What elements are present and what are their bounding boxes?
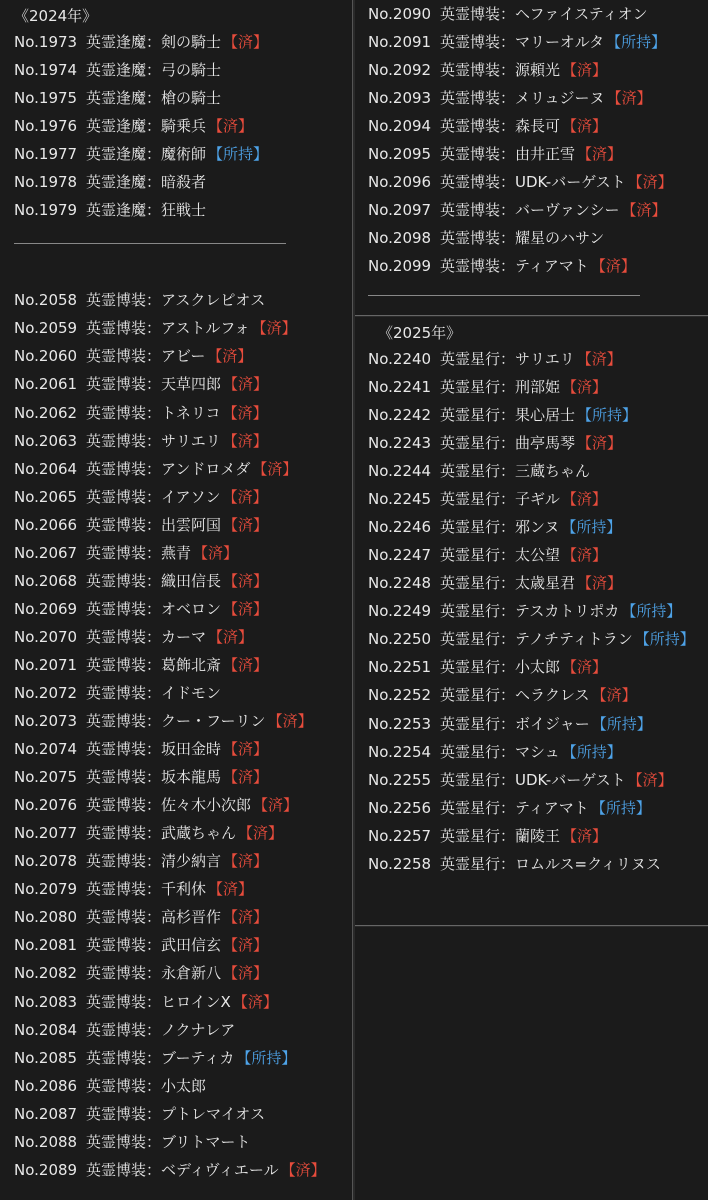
empty-area	[355, 927, 708, 1200]
list-item	[14, 988, 344, 1016]
item-name: 英霊博装：高杉晋作	[86, 908, 222, 927]
done-badge: 【済】	[208, 627, 254, 646]
item-name: 英霊博装：アビー	[86, 347, 206, 366]
list-item	[14, 1016, 344, 1044]
list-item	[368, 224, 700, 252]
list-item	[14, 903, 344, 931]
item-number: No.2098	[368, 229, 432, 248]
done-badge: 【済】	[576, 350, 622, 368]
item-number: No.1976	[14, 117, 78, 136]
done-badge: 【済】	[577, 574, 623, 593]
done-badge: 【済】	[223, 768, 269, 787]
item-number: No.2254	[368, 742, 432, 761]
item-name: 英霊星行：UDK-バーゲスト	[440, 770, 626, 789]
list-group-enrei-seiko	[368, 345, 700, 878]
owned-badge: 【所持】	[561, 742, 622, 761]
item-number: No.2063	[14, 431, 78, 450]
item-number: No.2079	[14, 880, 78, 899]
item-name: 英霊博装：オベロン	[86, 599, 222, 618]
list-item	[14, 567, 344, 595]
item-number: No.2248	[368, 574, 432, 593]
item-number: No.1977	[14, 145, 78, 164]
item-number: No.2097	[368, 201, 432, 220]
item-name: 英霊博装：ヘファイスティオン	[440, 5, 648, 23]
item-number: No.2081	[14, 936, 78, 955]
done-badge: 【済】	[193, 543, 239, 562]
done-badge: 【済】	[223, 571, 269, 590]
done-badge: 【済】	[280, 1160, 326, 1179]
list-item	[14, 427, 344, 455]
item-name: 英霊逢魔：騎乗兵	[86, 117, 207, 136]
item-name: 英霊博装：トネリコ	[86, 403, 221, 422]
list-item	[14, 511, 344, 539]
list-item	[14, 1044, 344, 1072]
owned-badge: 【所持】	[621, 602, 682, 621]
item-number: No.2059	[14, 319, 78, 338]
done-badge: 【済】	[627, 770, 673, 789]
item-number: No.2078	[14, 852, 78, 871]
list-item	[368, 112, 700, 140]
item-number: No.2067	[14, 543, 78, 562]
item-number: No.2089	[14, 1160, 78, 1179]
done-badge: 【済】	[223, 964, 269, 983]
item-number: No.2074	[14, 740, 78, 759]
list-item	[14, 168, 344, 196]
list-item	[14, 140, 344, 168]
item-number: No.2240	[368, 350, 432, 368]
done-badge: 【済】	[562, 546, 608, 565]
list-item	[368, 710, 700, 738]
item-name: 英霊星行：蘭陵王	[440, 826, 561, 845]
list-item	[368, 653, 700, 681]
item-name: 英霊博装：武蔵ちゃん	[86, 824, 237, 843]
list-item	[368, 541, 700, 569]
done-badge: 【済】	[223, 936, 269, 955]
item-name: 英霊博装：メリュジーヌ	[440, 89, 605, 108]
item-number: No.2256	[368, 798, 432, 817]
item-number: No.2084	[14, 1020, 78, 1039]
list-item	[368, 373, 700, 401]
item-name: 英霊星行：太公望	[440, 546, 561, 565]
item-name: 英霊逢魔：暗殺者	[86, 173, 207, 192]
item-number: No.2096	[368, 173, 432, 192]
owned-badge: 【所持】	[208, 145, 269, 164]
item-name: 英霊博装：クー・フーリン	[86, 712, 266, 731]
item-name: 英霊博装：出雲阿国	[86, 515, 222, 534]
done-badge: 【済】	[223, 908, 269, 927]
item-number: No.2090	[368, 5, 432, 23]
item-name: 英霊逢魔：狂戦士	[86, 201, 207, 220]
item-name: 英霊博装：アスクレピオス	[86, 291, 266, 310]
item-name: 英霊星行：テスカトリポカ	[440, 602, 620, 621]
item-name: 英霊博装：イアソン	[86, 487, 221, 506]
done-badge: 【済】	[251, 319, 297, 338]
item-number: No.2244	[368, 462, 432, 481]
done-badge: 【済】	[223, 599, 269, 618]
item-name: 英霊博装：ノクナレア	[86, 1020, 236, 1039]
item-name: 英霊博装：千利休	[86, 880, 207, 899]
list-group-enrei-hakuso	[14, 286, 344, 1183]
item-name: 英霊博装：ブーティカ	[86, 1048, 235, 1067]
item-number: No.2072	[14, 683, 78, 702]
owned-badge: 【所持】	[561, 518, 622, 537]
item-number: No.1978	[14, 173, 78, 192]
list-item	[14, 595, 344, 623]
item-name: 英霊博装：ベディヴィエール	[86, 1160, 279, 1179]
done-badge: 【済】	[208, 880, 254, 899]
list-item	[14, 847, 344, 875]
list-item	[14, 84, 344, 112]
item-number: No.2071	[14, 655, 78, 674]
done-badge: 【済】	[223, 33, 269, 51]
item-number: No.2245	[368, 490, 432, 509]
done-badge: 【済】	[267, 712, 313, 731]
done-badge: 【済】	[562, 61, 608, 80]
divider	[14, 243, 286, 244]
item-number: No.2058	[14, 291, 78, 310]
item-number: No.2085	[14, 1048, 78, 1067]
item-name: 英霊博装：燕青	[86, 543, 192, 562]
item-name: 英霊星行：太歳星君	[440, 574, 576, 593]
list-item	[14, 28, 344, 56]
item-number: No.2249	[368, 602, 432, 621]
item-number: No.2241	[368, 378, 432, 397]
list-item	[14, 539, 344, 567]
item-number: No.2070	[14, 627, 78, 646]
done-badge: 【済】	[252, 459, 298, 478]
item-number: No.2088	[14, 1132, 78, 1151]
list-item	[14, 791, 344, 819]
done-badge: 【済】	[577, 145, 623, 164]
item-name: 英霊博装：天草四郎	[86, 375, 222, 394]
list-item	[14, 455, 344, 483]
item-number: No.2087	[14, 1104, 78, 1123]
item-name: 英霊博装：永倉新八	[86, 964, 222, 983]
item-number: No.1973	[14, 33, 78, 51]
item-number: No.2066	[14, 515, 78, 534]
list-item	[368, 429, 700, 457]
item-name: 英霊博装：サリエリ	[86, 431, 221, 450]
list-item	[368, 850, 700, 878]
list-item	[368, 597, 700, 625]
list-item	[14, 931, 344, 959]
item-name: 英霊博装：織田信長	[86, 571, 222, 590]
done-badge: 【済】	[223, 515, 269, 534]
year-header-2024: 《2024年》	[14, 7, 98, 25]
item-number: No.2068	[14, 571, 78, 590]
list-item	[14, 1156, 344, 1184]
item-name: 英霊博装：マリーオルタ	[440, 33, 605, 52]
owned-badge: 【所持】	[606, 33, 667, 52]
list-item	[368, 569, 700, 597]
item-number: No.2258	[368, 854, 432, 873]
list-item	[14, 370, 344, 398]
list-item	[14, 483, 344, 511]
item-name: 英霊博装：由井正雪	[440, 145, 576, 164]
done-badge: 【済】	[222, 431, 268, 450]
item-name: 英霊博装：耀星のハサン	[440, 229, 605, 248]
item-name: 英霊博装：森長可	[440, 117, 561, 136]
item-name: 英霊博装：源頼光	[440, 61, 561, 80]
item-number: No.2246	[368, 518, 432, 537]
list-item	[368, 0, 700, 28]
owned-badge: 【所持】	[591, 714, 652, 733]
item-number: No.2062	[14, 403, 78, 422]
list-group-enrei-hakuso-continued	[368, 0, 700, 280]
list-item	[14, 735, 344, 763]
done-badge: 【済】	[238, 824, 284, 843]
owned-badge: 【所持】	[236, 1048, 297, 1067]
item-name: 英霊博装：葛飾北斎	[86, 655, 222, 674]
done-badge: 【済】	[222, 487, 268, 506]
item-number: No.2082	[14, 964, 78, 983]
item-number: No.2065	[14, 487, 78, 506]
item-number: No.2242	[368, 406, 432, 425]
item-number: No.2083	[14, 992, 78, 1011]
item-name: 英霊博装：UDK-バーゲスト	[440, 173, 626, 192]
item-name: 英霊博装：ティアマト	[440, 257, 589, 276]
item-name: 英霊星行：ボイジャー	[440, 714, 590, 733]
list-item	[14, 959, 344, 987]
item-name: 英霊逢魔：魔術師	[86, 145, 207, 164]
item-name: 英霊星行：三蔵ちゃん	[440, 462, 591, 481]
done-badge: 【済】	[223, 655, 269, 674]
item-name: 英霊星行：子ギル	[440, 490, 560, 509]
list-item	[368, 794, 700, 822]
done-badge: 【済】	[223, 740, 269, 759]
item-number: No.2091	[368, 33, 432, 52]
item-name: 英霊博装：ヒロインX	[86, 992, 231, 1011]
item-number: No.2095	[368, 145, 432, 164]
list-item	[368, 345, 700, 373]
list-item	[368, 766, 700, 794]
item-number: No.2080	[14, 908, 78, 927]
done-badge: 【済】	[562, 378, 608, 397]
done-badge: 【済】	[591, 686, 637, 705]
item-name: 英霊博装：バーヴァンシー	[440, 201, 620, 220]
list-item	[368, 681, 700, 709]
item-number: No.1979	[14, 201, 78, 220]
list-item	[14, 1072, 344, 1100]
item-name: 英霊星行：サリエリ	[440, 350, 575, 368]
item-number: No.2094	[368, 117, 432, 136]
item-name: 英霊星行：刑部姫	[440, 378, 561, 397]
done-badge: 【済】	[621, 201, 667, 220]
list-item	[368, 625, 700, 653]
list-item	[14, 286, 344, 314]
list-item	[14, 1100, 344, 1128]
item-name: 英霊博装：アストルフォ	[86, 319, 250, 338]
list-item	[368, 401, 700, 429]
done-badge: 【済】	[562, 658, 608, 677]
item-number: No.2243	[368, 434, 432, 453]
done-badge: 【済】	[208, 117, 254, 136]
list-item	[368, 140, 700, 168]
item-name: 英霊博装：カーマ	[86, 627, 207, 646]
item-name: 英霊星行：ヘラクレス	[440, 686, 590, 705]
item-name: 英霊博装：プトレマイオス	[86, 1104, 266, 1123]
done-badge: 【済】	[577, 434, 623, 453]
done-badge: 【済】	[223, 375, 269, 394]
item-name: 英霊博装：アンドロメダ	[86, 459, 251, 478]
item-name: 英霊逢魔：剣の騎士	[86, 33, 222, 51]
list-item	[368, 84, 700, 112]
list-item	[14, 56, 344, 84]
done-badge: 【済】	[223, 852, 269, 871]
list-group-enrei-oma	[14, 28, 344, 224]
item-name: 英霊博装：小太郎	[86, 1076, 207, 1095]
list-item	[14, 623, 344, 651]
item-number: No.2093	[368, 89, 432, 108]
list-item	[14, 819, 344, 847]
item-number: No.1975	[14, 89, 78, 108]
list-item	[368, 485, 700, 513]
list-item	[368, 28, 700, 56]
item-number: No.2075	[14, 768, 78, 787]
item-name: 英霊博装：ブリトマート	[86, 1132, 251, 1151]
owned-badge: 【所持】	[590, 798, 651, 817]
item-name: 英霊逢魔：槍の騎士	[86, 89, 222, 108]
item-number: No.2251	[368, 658, 432, 677]
list-item	[14, 651, 344, 679]
done-badge: 【済】	[606, 89, 652, 108]
list-item	[368, 56, 700, 84]
list-item	[14, 342, 344, 370]
item-name: 英霊博装：坂田金時	[86, 740, 222, 759]
divider	[368, 295, 640, 296]
year-header-2025: 《2025年》	[378, 324, 462, 342]
done-badge: 【済】	[562, 826, 608, 845]
item-name: 英霊博装：清少納言	[86, 852, 222, 871]
done-badge: 【済】	[627, 173, 673, 192]
item-name: 英霊星行：ティアマト	[440, 798, 589, 817]
done-badge: 【済】	[222, 403, 268, 422]
item-name: 英霊星行：邪ンヌ	[440, 518, 560, 537]
list-item	[368, 168, 700, 196]
done-badge: 【済】	[562, 117, 608, 136]
list-item	[368, 513, 700, 541]
item-name: 英霊星行：果心居士	[440, 406, 576, 425]
item-number: No.1974	[14, 61, 78, 80]
item-name: 英霊星行：小太郎	[440, 658, 561, 677]
list-panel-continued	[355, 0, 708, 316]
done-badge: 【済】	[590, 257, 636, 276]
owned-badge: 【所持】	[577, 406, 638, 425]
item-number: No.2061	[14, 375, 78, 394]
list-item	[14, 679, 344, 707]
item-number: No.2086	[14, 1076, 78, 1095]
item-number: No.2077	[14, 824, 78, 843]
item-name: 英霊博装：佐々木小次郎	[86, 796, 252, 815]
list-item	[14, 112, 344, 140]
list-item	[14, 314, 344, 342]
item-number: No.2250	[368, 630, 432, 649]
item-number: No.2060	[14, 347, 78, 366]
item-name: 英霊星行：マシュ	[440, 742, 560, 761]
done-badge: 【済】	[207, 347, 253, 366]
item-number: No.2247	[368, 546, 432, 565]
list-item	[368, 457, 700, 485]
list-item	[14, 196, 344, 224]
item-name: 英霊星行：曲亭馬琴	[440, 434, 576, 453]
list-panel-2025	[355, 317, 708, 926]
item-name: 英霊逢魔：弓の騎士	[86, 61, 222, 80]
owned-badge: 【所持】	[634, 630, 695, 649]
item-number: No.2257	[368, 826, 432, 845]
list-item	[14, 763, 344, 791]
item-name: 英霊星行：ロムルス=クィリヌス	[440, 854, 661, 873]
list-item	[14, 399, 344, 427]
item-name: 英霊博装：武田信玄	[86, 936, 222, 955]
list-item	[368, 196, 700, 224]
done-badge: 【済】	[561, 490, 607, 509]
item-number: No.2092	[368, 61, 432, 80]
list-item	[368, 252, 700, 280]
item-number: No.2099	[368, 257, 432, 276]
list-item	[14, 1128, 344, 1156]
done-badge: 【済】	[253, 796, 299, 815]
item-number: No.2255	[368, 770, 432, 789]
item-name: 英霊星行：テノチティトラン	[440, 630, 633, 649]
item-number: No.2253	[368, 714, 432, 733]
item-name: 英霊博装：坂本龍馬	[86, 768, 222, 787]
list-panel-2024	[0, 0, 353, 1200]
item-number: No.2073	[14, 712, 78, 731]
item-name: 英霊博装：イドモン	[86, 683, 222, 702]
item-number: No.2069	[14, 599, 78, 618]
item-number: No.2252	[368, 686, 432, 705]
list-item	[368, 738, 700, 766]
list-item	[368, 822, 700, 850]
item-number: No.2076	[14, 796, 78, 815]
item-number: No.2064	[14, 459, 78, 478]
done-badge: 【済】	[232, 992, 278, 1011]
list-item	[14, 875, 344, 903]
list-item	[14, 707, 344, 735]
